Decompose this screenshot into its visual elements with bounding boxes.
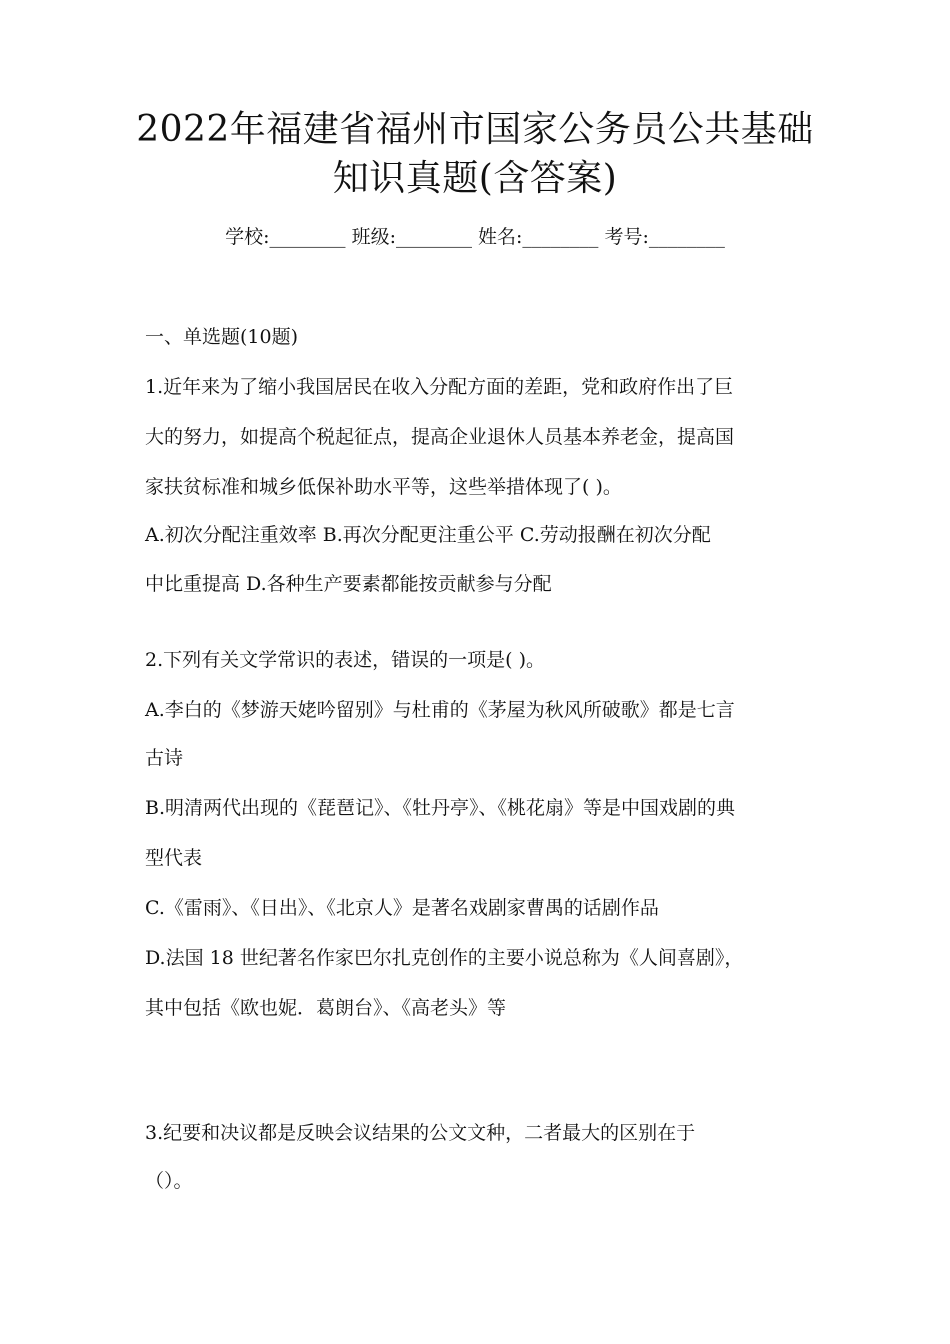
- student-info-line: 学校:________ 班级:________ 姓名:________ 考号:________: [225, 226, 725, 248]
- question-1-stem-line-2: 大的努力，如提高个税起征点，提高企业退休人员基本养老金，提高国: [145, 426, 735, 448]
- question-1-options-line-2: 中比重提高 D.各种生产要素都能按贡献参与分配: [145, 573, 552, 595]
- document-title-line-2: 知识真题(含答案): [332, 158, 618, 199]
- question-3-stem-line-2: （）。: [145, 1170, 193, 1192]
- question-3-stem-line-1: 3.纪要和决议都是反映会议结果的公文文种，二者最大的区别在于: [145, 1122, 696, 1144]
- question-1-stem-line-3: 家扶贫标准和城乡低保补助水平等，这些举措体现了( )。: [145, 476, 622, 498]
- question-2-option-a-line-2: 古诗: [145, 747, 184, 769]
- question-2-option-a-line-1: A.李白的《梦游天姥吟留别》与杜甫的《茅屋为秋风所破歌》都是七言: [145, 699, 735, 721]
- question-2-stem: 2.下列有关文学常识的表述，错误的一项是( )。: [145, 649, 545, 671]
- question-2-option-c: C.《雷雨》、《日出》、《北京人》是著名戏剧家曹禺的话剧作品: [145, 897, 659, 919]
- question-2-option-b-line-2: 型代表: [145, 847, 203, 869]
- question-2-option-b-line-1: B.明清两代出现的《琵琶记》、《牡丹亭》、《桃花扇》等是中国戏剧的典: [145, 797, 736, 819]
- section-heading: 一、单选题(10题): [145, 326, 299, 348]
- question-1-stem-line-1: 1.近年来为了缩小我国居民在收入分配方面的差距，党和政府作出了巨: [145, 376, 734, 398]
- document-title-line-1: 2022年福建省福州市国家公务员公共基础: [136, 109, 814, 150]
- question-1-options-line-1: A.初次分配注重效率 B.再次分配更注重公平 C.劳动报酬在初次分配: [145, 524, 711, 546]
- question-2-option-d-line-1: D.法国 18 世纪著名作家巴尔扎克创作的主要小说总称为《人间喜剧》，: [145, 947, 744, 969]
- question-2-option-d-line-2: 其中包括《欧也妮．葛朗台》、《高老头》等: [145, 997, 507, 1019]
